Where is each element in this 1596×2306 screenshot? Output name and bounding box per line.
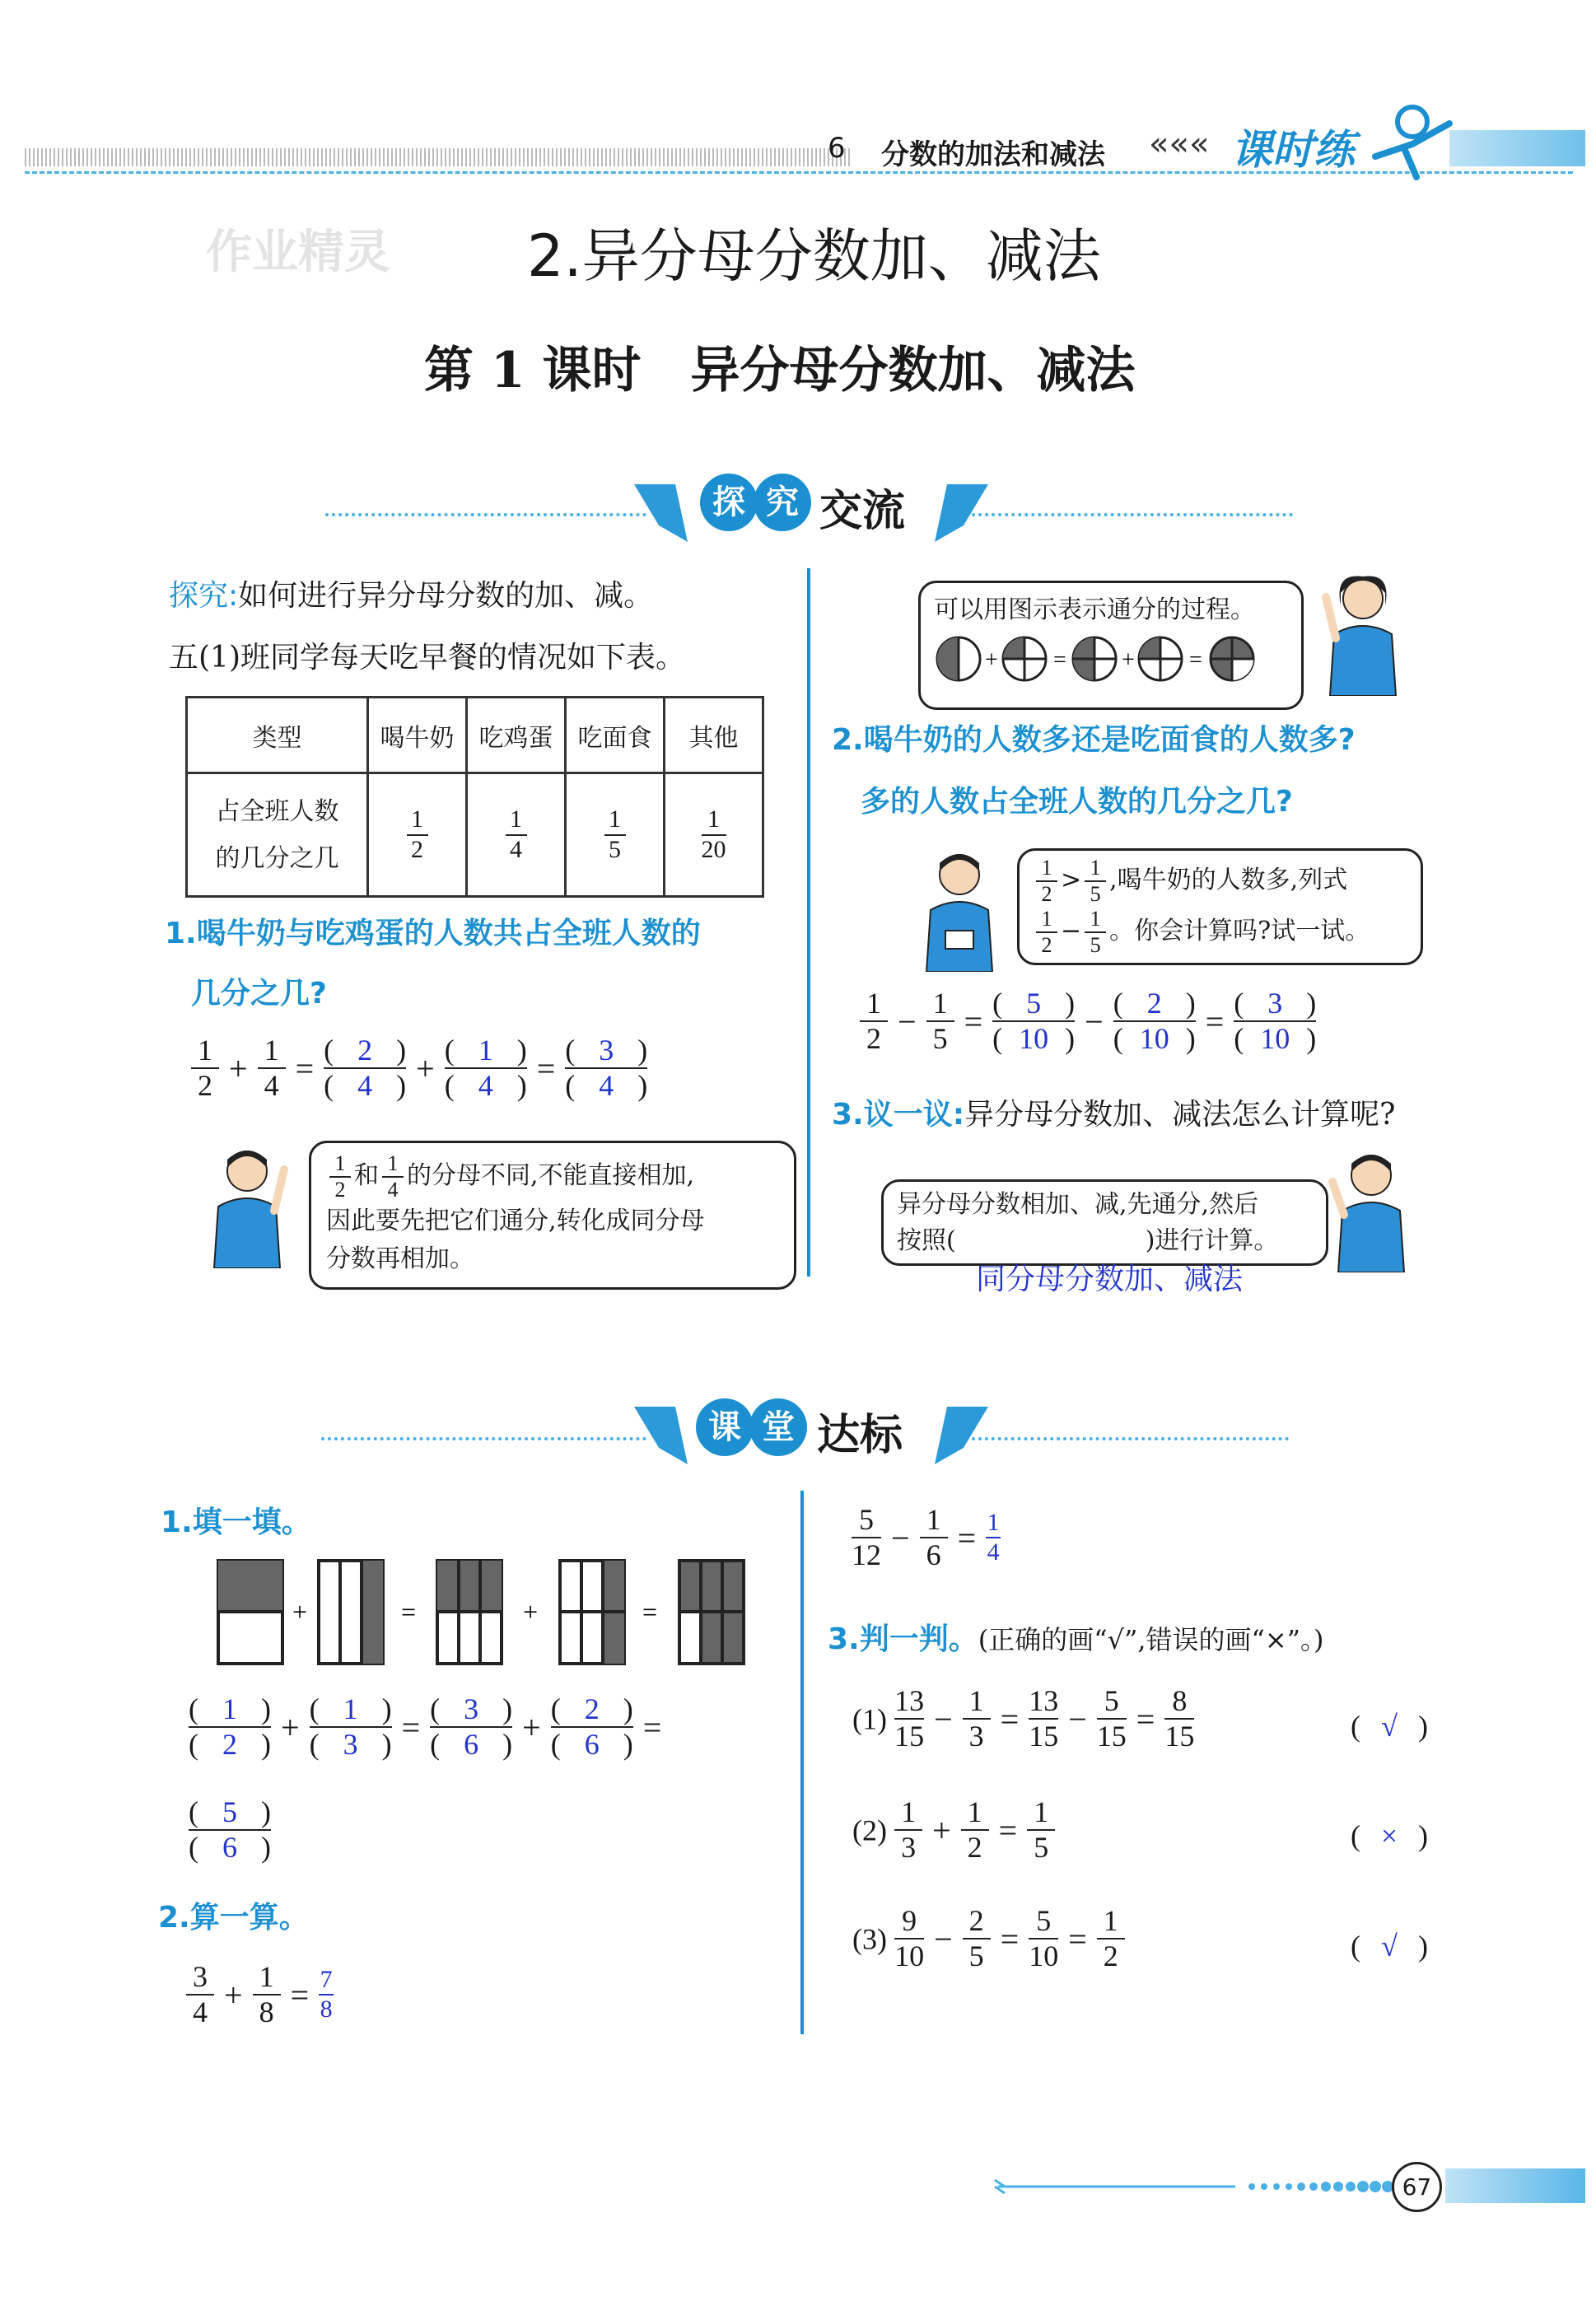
q2-line1: 2.喝牛奶的人数多还是吃面食的人数多?	[832, 723, 1356, 757]
judge-label: (2)	[852, 1814, 887, 1847]
answer: 4	[478, 1069, 493, 1103]
rect-five-sixths	[679, 1561, 744, 1664]
q3-text: 异分母分数加、减法怎么计算呢?	[964, 1098, 1396, 1132]
circle-quarter	[1003, 637, 1046, 680]
bubble1-line1: 的分母不同,不能直接相加,	[407, 1160, 695, 1190]
practice-q1-equation: ( 1 ) ( 2 ) + ( 1 ) ( 3 ) = ( 3 ) ( 6 ) + ( 2 ) ( 6 ) =	[189, 1692, 662, 1762]
bubble1-line2: 因此要先把它们通分,转化成同分母	[326, 1206, 705, 1235]
answer: 1	[478, 1034, 493, 1067]
answer: ×	[1380, 1819, 1398, 1852]
answer: 6	[464, 1728, 479, 1762]
banner-right-dots	[972, 513, 1293, 516]
op: +	[523, 1597, 539, 1627]
practice-q1-result: ( 5 ) ( 6 )	[189, 1795, 271, 1865]
student-boy-icon	[1326, 1149, 1416, 1272]
answer: 1	[987, 1508, 1000, 1536]
answer: 2	[584, 1692, 600, 1725]
q2-line2: 多的人数占全班人数的几分之几?	[861, 785, 1293, 819]
svg-text:=: =	[1053, 647, 1066, 673]
answer: 3	[464, 1692, 479, 1725]
calc-2: $\frac{5}{12}$ − $\frac{1}{6}$ = $\frac{1}{4}$	[852, 1503, 1000, 1572]
answer: 8	[320, 1996, 333, 2024]
circle-half	[937, 637, 980, 680]
bubble4-line2b: )进行计算。	[1145, 1225, 1279, 1255]
brand-mascot-icon	[1367, 99, 1458, 181]
svg-text:=: =	[1189, 647, 1202, 673]
circle-three-quarters	[1211, 637, 1253, 680]
judge-mark-2: ( × )	[1351, 1819, 1428, 1852]
page-number: 67	[1392, 2162, 1442, 2212]
table-cell: $\frac{1}{5}$	[566, 773, 665, 897]
banner-right-wing	[931, 1390, 996, 1473]
table-col: 吃面食	[566, 698, 665, 773]
fraction-rectangles-diagram	[210, 1557, 770, 1672]
table-header-type: 类型	[187, 698, 368, 773]
judge-label: (1)	[852, 1702, 887, 1736]
header-decor-strip	[25, 148, 852, 166]
q1-equation: $\frac{1}{2}$ + $\frac{1}{4}$ = ( 2 ) ( 4 ) + ( 1 ) ( 4 ) = ( 3 ) ( 4 )	[188, 1034, 651, 1104]
practice-q2-title: 2.算一算。	[158, 1901, 309, 1935]
answer: 3	[343, 1728, 358, 1762]
explore-banner-b: 交流	[819, 487, 906, 536]
banner-badge-2: 堂	[749, 1398, 807, 1456]
q1-line1: 1.喝牛奶与吃鸡蛋的人数共占全班人数的	[165, 917, 701, 950]
practice-q3-note: (正确的画“√”,错误的画“×”。)	[978, 1624, 1324, 1655]
answer: √	[1381, 1710, 1398, 1743]
column-divider-top	[807, 568, 810, 1277]
table-col: 吃鸡蛋	[467, 698, 566, 773]
practice-q3-header	[828, 1616, 1324, 1658]
chapter-number: 6	[828, 132, 846, 165]
bubble-diagram	[918, 581, 1304, 710]
practice-q3-title: 3.判一判。	[828, 1622, 978, 1656]
banner-badge-1: 探	[700, 474, 758, 531]
circle-two-quarters	[1073, 637, 1116, 680]
answer: 3	[599, 1034, 614, 1067]
header-blue-tab	[1449, 130, 1585, 166]
bubble3-text2: 。你会计算吗?试一试。	[1109, 916, 1370, 945]
bubble-compare: $\frac{1}{2}$ > $\frac{1}{5}$ ,喝牛奶的人数多,列式 $\frac{1}{2}$ − $\frac{1}{5}$ 。你会计算吗?试一试。	[1017, 848, 1423, 965]
student-girl-icon	[1318, 572, 1408, 696]
gt-sign: >	[1061, 865, 1082, 894]
explore-intro	[169, 572, 653, 614]
answer: 5	[222, 1795, 237, 1828]
bubble3-text1: ,喝牛奶的人数多,列式	[1109, 865, 1348, 894]
banner-left-dots	[321, 1437, 646, 1440]
q1-line2: 几分之几?	[191, 977, 327, 1011]
student-boy-icon	[914, 848, 1005, 972]
judge-label: (3)	[852, 1922, 887, 1956]
answer: 1	[343, 1692, 358, 1725]
banner-right-dots	[972, 1437, 1289, 1440]
table-col: 其他	[665, 698, 763, 773]
circle-quarter	[1139, 637, 1182, 680]
op: =	[401, 1597, 417, 1627]
section-title: 2.异分母分数加、减法	[527, 222, 1101, 290]
banner-left-dots	[325, 513, 646, 516]
bubble1-line3: 分数再相加。	[326, 1244, 474, 1274]
answer: 4	[357, 1069, 373, 1103]
practice-banner-b: 达标	[817, 1411, 903, 1460]
q3-row	[832, 1091, 1395, 1133]
table-cell: $\frac{1}{4}$	[467, 773, 566, 897]
method-answer: 同分母分数加、减法	[976, 1263, 1244, 1295]
answer: 5	[1026, 987, 1042, 1020]
class-text: 五(1)班同学每天吃早餐的情况如下表。	[169, 641, 685, 675]
bubble4-line1: 异分母分数相加、减,先通分,然后	[897, 1190, 1259, 1219]
op: =	[642, 1597, 658, 1627]
breakfast-table	[185, 696, 764, 898]
minus-sign: −	[1061, 916, 1082, 945]
answer: 4	[599, 1069, 614, 1103]
rect-three-sixths	[437, 1561, 502, 1664]
answer: 2	[357, 1034, 373, 1067]
answer: 4	[987, 1538, 1000, 1566]
bubble1-he: 和	[354, 1160, 379, 1190]
banner-badge-1: 课	[696, 1398, 754, 1456]
op: +	[292, 1597, 308, 1627]
answer: √	[1381, 1930, 1398, 1963]
judge-3: (3) $\frac{9}{10}$ − $\frac{2}{5}$ = $\frac{5}{10}$ = $\frac{1}{2}$	[852, 1904, 1128, 1974]
rect-third	[319, 1561, 383, 1664]
explore-intro-label: 探究:	[169, 579, 239, 613]
answer: 1	[222, 1692, 237, 1725]
row-label-line-2: 的几分之几	[215, 843, 339, 873]
judge-mark-3: ( √ )	[1351, 1930, 1428, 1963]
answer: 10	[1260, 1022, 1290, 1056]
bubble2-text: 可以用图示表示通分的过程。	[934, 595, 1255, 624]
rect-two-sixths	[560, 1561, 624, 1664]
judge-2: (2) $\frac{1}{3}$ + $\frac{1}{2}$ = $\frac{1}{5}$	[852, 1795, 1058, 1865]
bubble-common-denominator: $\frac{1}{2}$ 和 $\frac{1}{4}$ 的分母不同,不能直接相加, 因此要先把它们通分,转化成同分母 分数再相加。	[309, 1141, 796, 1290]
answer: 2	[1146, 987, 1162, 1020]
lesson-title: 第 1 课时 异分母分数加、减法	[424, 342, 1136, 399]
watermark: 作业精灵	[206, 226, 390, 279]
answer: 6	[584, 1728, 600, 1762]
answer: 10	[1019, 1022, 1049, 1056]
answer: 6	[222, 1831, 237, 1865]
answer: 2	[222, 1728, 237, 1762]
bubble-method	[881, 1179, 1328, 1266]
rect-half	[218, 1561, 282, 1664]
banner-right-wing	[931, 468, 996, 550]
svg-text:+: +	[985, 647, 998, 673]
answer: 3	[1267, 987, 1283, 1020]
footer-arrow-line	[988, 2170, 1400, 2203]
answer: 10	[1139, 1022, 1169, 1056]
svg-text:+: +	[1122, 647, 1135, 673]
banner-left-wing	[626, 1390, 692, 1473]
column-divider-bottom	[800, 1491, 804, 2034]
brand-logo: 课时练	[1231, 126, 1355, 174]
judge-1: (1) $\frac{13}{15}$ − $\frac{1}{3}$ = $\frac{13}{15}$ − $\frac{5}{15}$ = $\frac{8}{15}$	[852, 1684, 1195, 1753]
banner-badge-2: 究	[754, 474, 811, 531]
student-boy-icon	[202, 1145, 292, 1268]
banner-left-wing	[626, 468, 692, 550]
q3-label: 3.议一议:	[832, 1098, 965, 1132]
calc-1: $\frac{3}{4}$ + $\frac{1}{8}$ = $\frac{7}{8}$	[183, 1960, 337, 2030]
q2-equation: $\frac{1}{2}$ − $\frac{1}{5}$ = ( 5 ) ( 10 ) − ( 2 ) ( 10 ) = ( 3 ) ( 10 )	[856, 987, 1319, 1057]
common-denominator-diagram	[934, 630, 1280, 688]
table-col: 喝牛奶	[368, 698, 467, 773]
practice-q1-title: 1.填一填。	[161, 1505, 311, 1539]
row-label-line-1: 占全班人数	[215, 796, 339, 826]
chapter-title: 分数的加法和减法	[881, 138, 1105, 171]
chapter-arrows: «««	[1149, 125, 1210, 163]
bubble4-line2a: 按照(	[897, 1225, 956, 1255]
table-cell: $\frac{1}{2}$	[368, 773, 467, 897]
table-cell: $\frac{1}{20}$	[665, 773, 763, 897]
explore-intro-text: 如何进行异分母分数的加、减。	[238, 579, 654, 613]
answer: 7	[320, 1965, 333, 1993]
footer-blue-tab	[1445, 2168, 1585, 2203]
table-row-label	[187, 773, 368, 897]
judge-mark-1: ( √ )	[1351, 1710, 1428, 1743]
